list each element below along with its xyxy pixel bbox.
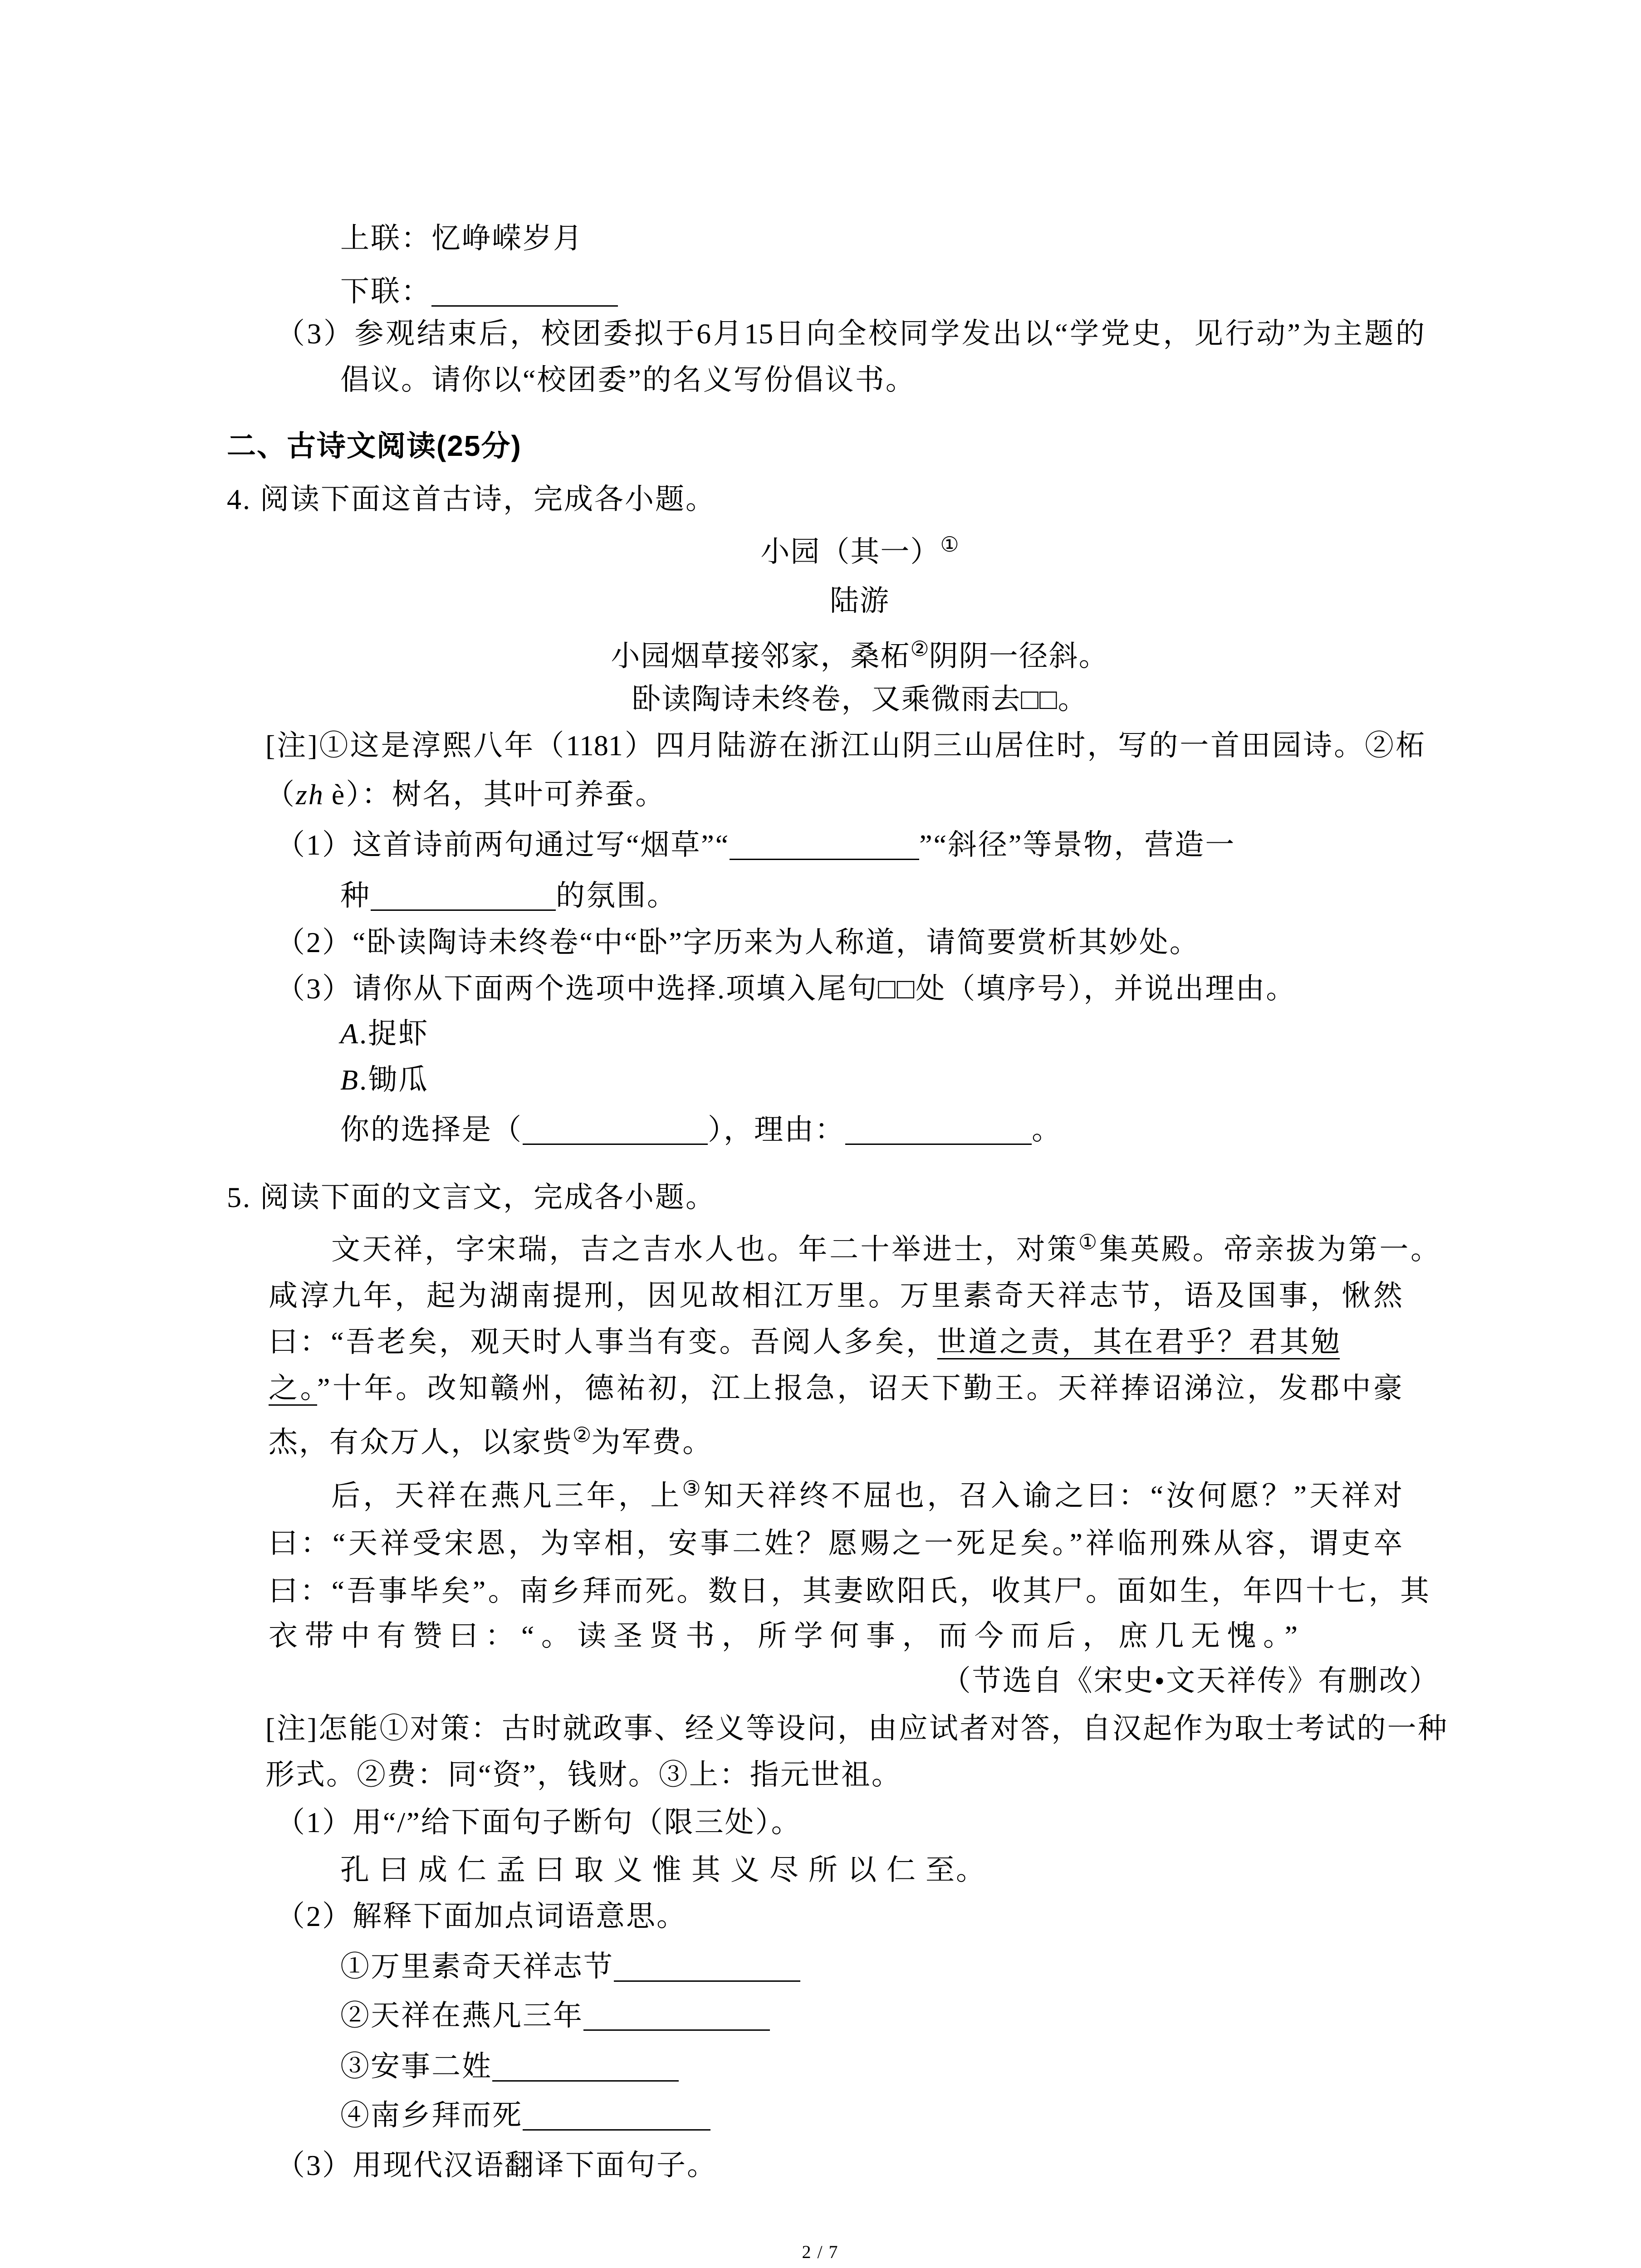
q5-sub1-prompt: （1）用“/”给下面句子断句（限三处）。 xyxy=(276,1806,802,1838)
q5-sub2-item-1-blank xyxy=(614,1951,800,1982)
q4-option-a-letter: A xyxy=(340,1017,360,1050)
q4-reason-label: ），理由： xyxy=(708,1114,845,1146)
poem-author: 陆游 xyxy=(830,585,890,617)
poem-title xyxy=(497,533,1223,569)
q3-sub3-line1: （3）参观结束后，校团委拟于6月15日向全校同学发出以“学党史，见行动”为主题的 xyxy=(276,318,1425,350)
passage-p1-line3-plain: 曰：“吾老矣，观天时人事当有变。吾阅人多矣， xyxy=(269,1326,937,1358)
q4-sub3: （3）请你从下面两个选项中选择.项填入尾句□□处（填序号），并说出理由。 xyxy=(276,973,1297,1005)
q4-answer-end: 。 xyxy=(1032,1114,1062,1146)
q4-sub1-answer-blank-2 xyxy=(371,880,556,911)
section-heading: 二、古诗文阅读(25分) xyxy=(227,430,522,462)
q4-note-line1: [注]①这是淳熙八年（1181）四月陆游在浙江山阴三山居住时，写的一首田园诗。②柘 xyxy=(265,729,1425,762)
q4-note-line2 xyxy=(265,780,666,809)
passage-p1-line5 xyxy=(269,1423,713,1460)
passage-underlined-sentence-part2: 之。 xyxy=(269,1372,318,1404)
q5-sub2-prompt: （2）解释下面加点词语意思。 xyxy=(276,1900,687,1932)
q4-sub1-line2-before: 种 xyxy=(340,880,371,912)
q5-sub2-item-4-text: ④南乡拜而死 xyxy=(340,2099,523,2131)
q4-sub1-line2-after: 的氛围。 xyxy=(556,880,677,912)
q4-choice-blank xyxy=(523,1114,708,1145)
lower-couplet-answer-blank xyxy=(431,276,618,307)
lower-couplet-line xyxy=(340,276,618,307)
q4-sub1-text-before: （1）这首诗前两句通过写“烟草”“ xyxy=(276,829,730,861)
q4-sub1-line1 xyxy=(276,830,1235,860)
pinyin-open-paren: （ xyxy=(265,778,296,811)
passage-underlined-sentence-part1: 世道之责，其在君乎？君其勉 xyxy=(937,1326,1340,1358)
poem-title-note-mark: ① xyxy=(940,533,959,556)
poem-line-2: 卧读陶诗未终卷，又乘微雨去□□。 xyxy=(632,683,1088,715)
q5-sub2-item-4-blank xyxy=(523,2100,710,2131)
q5-note-line1: [注]怎能①对策：古时就政事、经义等设问，由应试者对答，自汉起作为取士考试的一种 xyxy=(265,1712,1447,1745)
q4-choice-label: 你的选择是（ xyxy=(340,1114,523,1146)
passage-note-mark-3: ③ xyxy=(682,1477,704,1500)
passage-p2-line2: 曰：“天祥受宋恩，为宰相，安事二姓？愿赐之一死足矣。”祥临刑殊从容，谓吏卒 xyxy=(269,1527,1402,1559)
q4-option-b xyxy=(340,1066,429,1095)
q5-prompt: 5. 阅读下面的文言文，完成各小题。 xyxy=(227,1181,716,1213)
q5-sub2-item-2-blank xyxy=(583,2000,770,2031)
passage-p2-line1-after: 知天祥终不屈也，召入谕之曰：“汝何愿？”天祥对 xyxy=(704,1480,1402,1512)
passage-p2-line1-before: 后，天祥在燕凡三年，上 xyxy=(331,1480,682,1512)
q4-option-a-text: .捉虾 xyxy=(359,1017,429,1050)
passage-p1-line2: 咸淳九年，起为湖南提刑，因见故相江万里。万里素奇天祥志节，语及国事，愀然 xyxy=(269,1280,1402,1312)
passage-p1-line1-before: 文天祥，字宋瑞，吉之吉水人也。年二十举进士，对策 xyxy=(331,1233,1078,1266)
lower-couplet-label: 下联： xyxy=(340,275,431,308)
q5-sub2-item-1-text: ①万里素奇天祥志节 xyxy=(340,1950,614,1983)
q5-sub1-sentence: 孔 曰 成 仁 孟 曰 取 义 惟 其 义 尽 所 以 仁 至。 xyxy=(340,1854,986,1886)
upper-couplet: 上联：忆峥嵘岁月 xyxy=(340,222,583,254)
q5-sub2-item-1 xyxy=(340,1951,800,1982)
passage-p1-line1 xyxy=(331,1231,1440,1267)
q4-answer-line xyxy=(340,1114,1062,1145)
q4-option-b-letter: B xyxy=(340,1064,360,1096)
poem-line-1 xyxy=(497,637,1223,674)
passage-p1-line5-after: 为军费。 xyxy=(591,1426,713,1458)
passage-note-mark-2: ② xyxy=(573,1423,592,1447)
q3-sub3-line2: 倡议。请你以“校团委”的名义写份倡议书。 xyxy=(340,364,916,396)
q4-sub1-line2 xyxy=(340,880,677,911)
q5-note-line2: 形式。②费：同“资”，钱财。③上：指元世祖。 xyxy=(265,1759,902,1791)
passage-p2-line3: 曰：“吾事毕矣”。南乡拜而死。数日，其妻欧阳氏，收其尸。面如生，年四十七，其 xyxy=(269,1575,1429,1607)
q4-sub1-answer-blank-1 xyxy=(730,830,919,860)
passage-note-mark-1: ① xyxy=(1078,1231,1099,1254)
poem-line-1-note-mark: ② xyxy=(910,637,929,660)
poem-line-1-after: 阴阴一径斜。 xyxy=(929,640,1109,672)
q4-option-a xyxy=(340,1019,429,1048)
passage-source: （节选自《宋史•文天祥传》有删改） xyxy=(941,1665,1440,1697)
q4-sub2: （2）“卧读陶诗未终卷“中“卧”字历来为人称道，请简要赏析其妙处。 xyxy=(276,926,1200,958)
passage-p1-line4 xyxy=(269,1374,1402,1403)
q4-sub1-text-after: ”“斜径”等景物，营造一 xyxy=(919,829,1236,861)
page-number: 2 / 7 xyxy=(802,2242,839,2262)
q4-reason-blank xyxy=(845,1114,1032,1145)
passage-p2-line1 xyxy=(331,1477,1402,1513)
q4-option-b-text: .锄瓜 xyxy=(359,1064,429,1096)
q4-prompt: 4. 阅读下面这首古诗，完成各小题。 xyxy=(227,483,716,515)
poem-title-text: 小园（其一） xyxy=(760,536,941,568)
q5-sub2-item-3-text: ③安事二姓 xyxy=(340,2050,492,2082)
poem-line-1-before: 小园烟草接邻家，桑柘 xyxy=(611,640,911,672)
pinyin-vowel: è xyxy=(331,778,346,811)
q5-sub3: （3）用现代汉语翻译下面句子。 xyxy=(276,2149,717,2181)
q5-sub2-item-2 xyxy=(340,2000,770,2031)
passage-p1-line3 xyxy=(269,1328,1340,1357)
q5-sub2-item-3 xyxy=(340,2051,679,2082)
passage-p1-line5-before: 杰，有众万人，以家赀 xyxy=(269,1426,573,1458)
passage-p1-line1-after: 集英殿。帝亲拔为第一。 xyxy=(1099,1233,1440,1266)
q5-sub2-item-2-text: ②天祥在燕凡三年 xyxy=(340,1999,583,2032)
passage-p2-line4: 衣带中有赞曰：“。读圣贤书，所学何事，而今而后，庶几无愧。” xyxy=(269,1620,1298,1652)
passage-p1-line4-plain: ”十年。改知赣州，德祐初，江上报急，诏天下勤王。天祥捧诏涕泣，发郡中豪 xyxy=(317,1372,1403,1404)
q5-sub2-item-4 xyxy=(340,2100,710,2131)
q5-sub2-item-3-blank xyxy=(492,2051,679,2082)
pinyin-consonant: zh xyxy=(296,778,324,811)
q4-note-line2-rest: ）：树名，其叶可养蚕。 xyxy=(346,778,666,811)
